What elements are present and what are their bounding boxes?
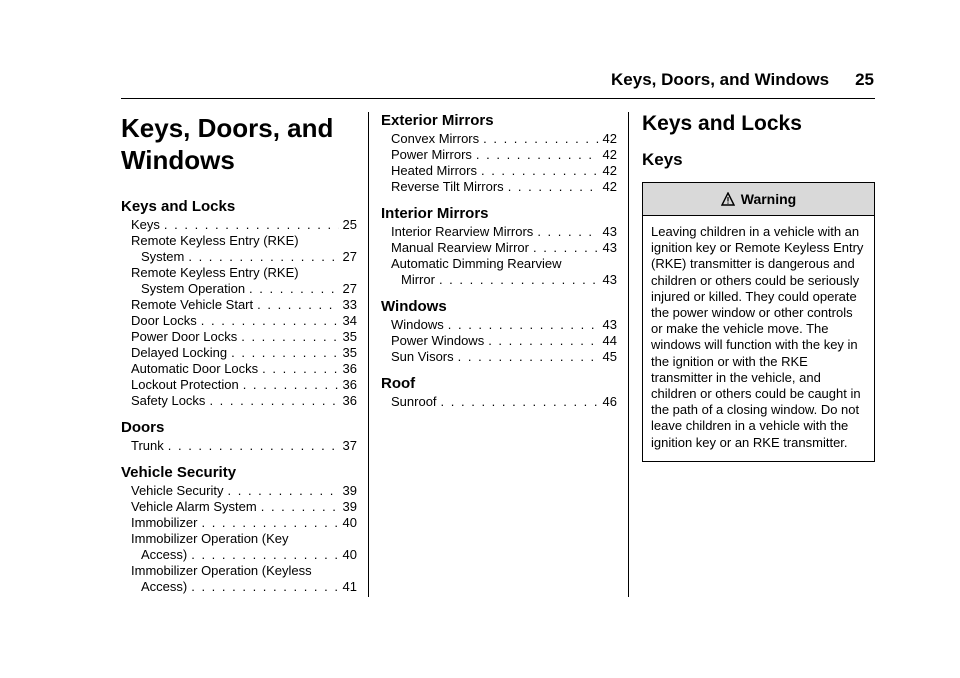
toc-entry-line1[interactable]: Remote Keyless Entry (RKE) — [131, 265, 299, 280]
toc-entry[interactable] — [121, 281, 357, 297]
toc-column-1 — [121, 112, 357, 595]
leader-dots — [448, 317, 599, 333]
toc-entry[interactable] — [381, 224, 617, 240]
toc-entry-line1[interactable]: Immobilizer Operation (Key — [131, 531, 289, 546]
chapter-title — [121, 112, 357, 176]
toc-entry-page: 45 — [602, 349, 617, 364]
toc-entry[interactable] — [121, 483, 357, 499]
toc-entry-page: 43 — [602, 272, 617, 287]
toc-entry-line1[interactable]: Remote Keyless Entry (RKE) — [131, 233, 299, 248]
chapter-title-line: Keys, Doors, and — [121, 113, 334, 143]
toc-entry[interactable] — [121, 547, 357, 563]
leader-dots — [439, 272, 599, 288]
toc-entry-label: Door Locks — [131, 313, 197, 328]
leader-dots — [261, 499, 339, 515]
leader-dots — [257, 297, 338, 313]
toc-entry-page: 27 — [342, 281, 357, 296]
toc-entry[interactable] — [381, 131, 617, 147]
toc-entry-label: Safety Locks — [131, 393, 206, 408]
toc-entry-page: 40 — [342, 547, 357, 562]
toc-entry-label: Keys — [131, 217, 160, 232]
warning-text: Leaving children in a vehicle with an ignition key or Remote Keyless Entry (RKE) transmitter is dangerous and children or others could be seriously injured or killed. They could operate the power window or other controls or make the vehicle move. The windows will function with the key in the ignition or with the RKE transmitter in the vehicle, and children or others could be caught in the path of a closing window. Do not leave children in a vehicle with the ignition key or an RKE transmitter. — [651, 224, 864, 450]
leader-dots — [458, 349, 599, 365]
toc-entry-label: Interior Rearview Mirrors — [391, 224, 534, 239]
toc-entry-label: Power Mirrors — [391, 147, 472, 162]
leader-dots — [168, 438, 339, 454]
toc-entry-label: Convex Mirrors — [391, 131, 480, 146]
toc-entry-page: 36 — [342, 393, 357, 408]
toc-entry-label: Power Windows — [391, 333, 485, 348]
toc-entry-label: Power Door Locks — [131, 329, 238, 344]
leader-dots — [488, 333, 598, 349]
page-number: 25 — [855, 70, 874, 89]
toc-entry[interactable] — [121, 393, 357, 409]
toc-entry-page: 39 — [342, 483, 357, 498]
chapter-title-line: Windows — [121, 145, 235, 175]
toc-entry-page: 34 — [342, 313, 357, 328]
warning-box — [642, 182, 875, 462]
toc-section-title: Windows — [381, 298, 447, 315]
toc-entry-page: 44 — [602, 333, 617, 348]
toc-column-2 — [381, 112, 617, 410]
toc-entry-label: Heated Mirrors — [391, 163, 477, 178]
leader-dots — [508, 179, 599, 195]
toc-entry[interactable] — [121, 329, 357, 345]
leader-dots — [191, 547, 338, 563]
toc-entry-line1[interactable]: Automatic Dimming Rearview — [391, 256, 562, 271]
toc-entry[interactable] — [381, 163, 617, 179]
toc-entry[interactable] — [121, 297, 357, 313]
toc-entry-page: 46 — [602, 394, 617, 409]
toc-entry-page: 25 — [342, 217, 357, 232]
leader-dots — [262, 361, 338, 377]
leader-dots — [476, 147, 599, 163]
leader-dots — [481, 163, 599, 179]
toc-entry-label: Mirror — [401, 272, 435, 287]
header-title: Keys, Doors, and Windows — [611, 70, 830, 89]
toc-section-title: Roof — [381, 375, 416, 392]
toc-entry-label: Delayed Locking — [131, 345, 228, 360]
toc-entry-label: System — [141, 249, 185, 264]
toc-entry[interactable] — [121, 515, 357, 531]
toc-entry-page: 43 — [602, 224, 617, 239]
toc-entry-page: 36 — [342, 361, 357, 376]
toc-entry-label: Immobilizer — [131, 515, 198, 530]
toc-entry[interactable] — [121, 361, 357, 377]
subsection-heading: Keys — [642, 150, 683, 169]
toc-entry-page: 33 — [342, 297, 357, 312]
toc-entry[interactable] — [381, 349, 617, 365]
toc-entry-page: 35 — [342, 329, 357, 344]
column-divider — [368, 112, 369, 597]
leader-dots — [243, 377, 339, 393]
leader-dots — [201, 313, 339, 329]
toc-entry-label: Windows — [391, 317, 444, 332]
toc-entry-label: Reverse Tilt Mirrors — [391, 179, 504, 194]
toc-entry-label: Access) — [141, 579, 188, 594]
warning-triangle-icon — [721, 192, 735, 206]
toc-entry-label: Remote Vehicle Start — [131, 297, 254, 312]
toc-entry-label: Vehicle Alarm System — [131, 499, 257, 514]
leader-dots — [537, 224, 598, 240]
toc-section-title: Keys and Locks — [121, 198, 236, 215]
toc-entry[interactable] — [381, 317, 617, 333]
toc-entry[interactable] — [121, 579, 357, 595]
toc-entry[interactable] — [121, 217, 357, 233]
column-divider — [628, 112, 629, 597]
toc-section-title: Vehicle Security — [121, 464, 237, 481]
header-rule — [121, 98, 875, 99]
toc-entry-page: 42 — [602, 179, 617, 194]
toc-entry[interactable] — [121, 499, 357, 515]
toc-entry-label: Lockout Protection — [131, 377, 239, 392]
toc-entry[interactable] — [381, 240, 617, 256]
leader-dots — [241, 329, 338, 345]
toc-entry-page: 36 — [342, 377, 357, 392]
page-header — [0, 70, 874, 90]
section-heading: Keys and Locks — [642, 112, 802, 135]
toc-entry-label: Automatic Door Locks — [131, 361, 259, 376]
toc-entry-page: 37 — [342, 438, 357, 453]
toc-entry-page: 39 — [342, 499, 357, 514]
leader-dots — [533, 240, 599, 256]
toc-entry[interactable] — [121, 313, 357, 329]
toc-entry-line1[interactable]: Immobilizer Operation (Keyless — [131, 563, 312, 578]
toc-section-title: Interior Mirrors — [381, 205, 489, 222]
toc-entry[interactable] — [381, 179, 617, 195]
toc-entry[interactable] — [121, 377, 357, 393]
leader-dots — [228, 483, 339, 499]
toc-entry-page: 43 — [602, 240, 617, 255]
leader-dots — [201, 515, 338, 531]
toc-entry[interactable] — [121, 249, 357, 265]
leader-dots — [231, 345, 338, 361]
leader-dots — [483, 131, 598, 147]
toc-entry[interactable] — [381, 333, 617, 349]
toc-entry-label: System Operation — [141, 281, 246, 296]
warning-title: Warning — [740, 191, 797, 207]
leader-dots — [188, 249, 338, 265]
toc-entry[interactable] — [121, 345, 357, 361]
toc-entry[interactable] — [121, 438, 357, 454]
toc-entry-label: Trunk — [131, 438, 164, 453]
leader-dots — [441, 394, 599, 410]
leader-dots — [209, 393, 338, 409]
leader-dots — [249, 281, 338, 297]
content-column — [642, 112, 875, 462]
toc-entry-page: 27 — [342, 249, 357, 264]
toc-entry-label: Sun Visors — [391, 349, 454, 364]
toc-entry[interactable] — [381, 394, 617, 410]
toc-entry-page: 35 — [342, 345, 357, 360]
toc-entry-page: 43 — [602, 317, 617, 332]
toc-entry-label: Vehicle Security — [131, 483, 224, 498]
toc-section-title: Exterior Mirrors — [381, 112, 494, 129]
toc-entry[interactable] — [381, 147, 617, 163]
toc-entry-page: 40 — [342, 515, 357, 530]
leader-dots — [164, 217, 339, 233]
toc-entry-page: 42 — [602, 163, 617, 178]
toc-entry[interactable] — [381, 272, 617, 288]
toc-section-title: Doors — [121, 419, 165, 436]
toc-entry-label: Access) — [141, 547, 188, 562]
toc-entry-label: Manual Rearview Mirror — [391, 240, 529, 255]
toc-entry-label: Sunroof — [391, 394, 437, 409]
leader-dots — [191, 579, 338, 595]
toc-entry-page: 41 — [342, 579, 357, 594]
toc-entry-page: 42 — [602, 131, 617, 146]
warning-header — [643, 183, 874, 216]
toc-entry-page: 42 — [602, 147, 617, 162]
